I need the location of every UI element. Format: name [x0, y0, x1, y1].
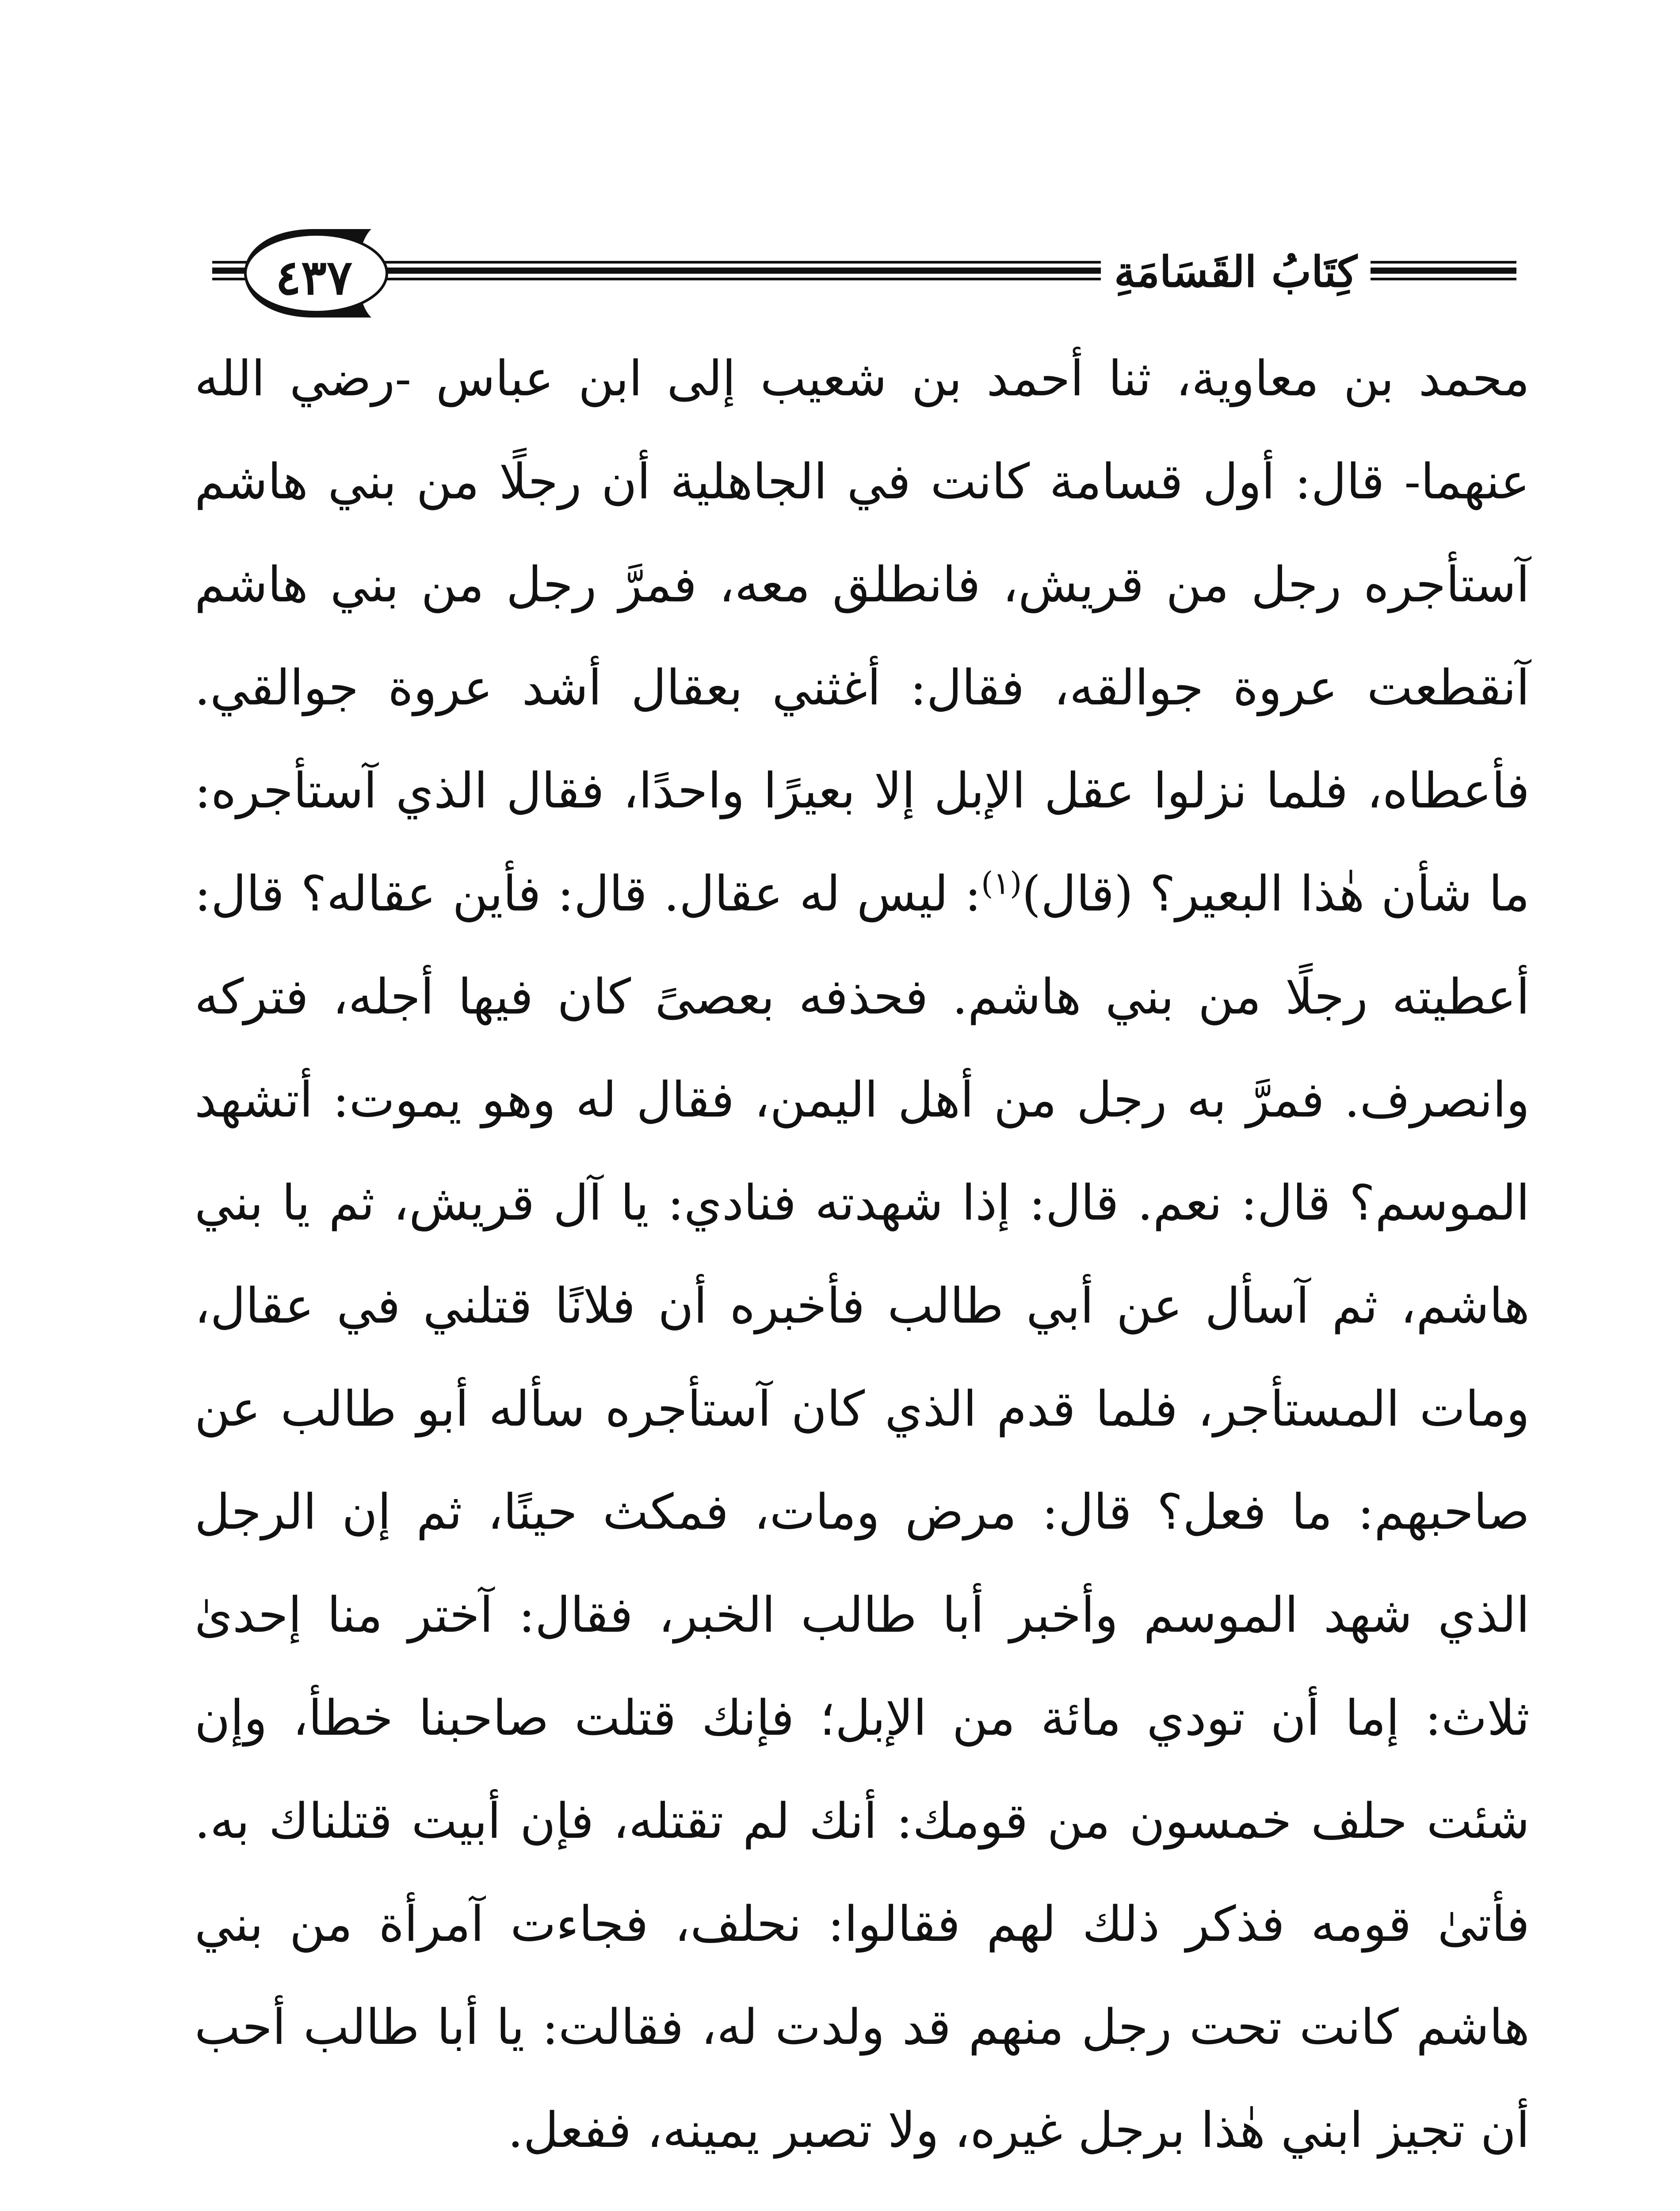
paragraph [195, 327, 1530, 2182]
chapter-title: كِتَابُ القَسَامَةِ [1101, 239, 1371, 305]
paragraph-text: : ليس له عقال. قال: فأين عقاله؟ قال: أعطيته رجلًا من بني هاشم. فحذفه بعصىً كان فيها أجله، فتركه وانصرف. فمرَّ به رجل من أهل اليمن، فقال له وهو يموت: أتشهد الموسم؟ قال: نعم. قال: إذا شهدته فنادي: يا آل قريش، ثم يا بني هاشم، ثم آسأل عن أبي طالب فأخبره أن فلانًا قتلني في عقال، ومات المستأجر، فلما قدم الذي كان آستأجره سأله أبو طالب عن صاحبهم: ما فعل؟ قال: مرض ومات، فمكث حينًا، ثم إن الرجل الذي شهد الموسم وأخبر أبا طالب الخبر، فقال: آختر منا إحدىٰ ثلاث: إما أن تودي مائة من الإبل؛ فإنك قتلت صاحبنا خطأ، وإن شئت حلف خمسون من قومك: أنك لم تقتله، فإن أبيت قتلناك به. فأتىٰ قومه فذكر ذلك لهم فقالوا: نحلف، فجاءت آمرأة من بني هاشم كانت تحت رجل منهم قد ولدت له، فقالت: يا أبا طالب أحب أن تجيز ابني هٰذا برجل غيره، ولا تصبر يمينه، ففعل. [195, 865, 1530, 2158]
page-number: ٤٣٧ [275, 250, 353, 306]
main-text [195, 327, 1530, 2211]
page-header [195, 221, 1530, 332]
footnote-reference: (١) [981, 865, 1022, 902]
paragraph [195, 2200, 1530, 2211]
paragraph-text: محمد بن معاوية، ثنا أحمد بن شعيب إلى ابن عباس -رضي الله عنهما- قال: أول قسامة كانت في الجاهلية أن رجلًا من بني هاشم آستأجره رجل من قريش، فانطلق معه، فمرَّ رجل من بني هاشم آنقطعت عروة جوالقه، فقال: أغثني بعقال أشد عروة جوالقي. فأعطاه، فلما نزلوا عقل الإبل إلا بعيرًا واحدًا، فقال الذي آستأجره: ما شأن هٰذا البعير؟ (قال) [195, 350, 1530, 922]
